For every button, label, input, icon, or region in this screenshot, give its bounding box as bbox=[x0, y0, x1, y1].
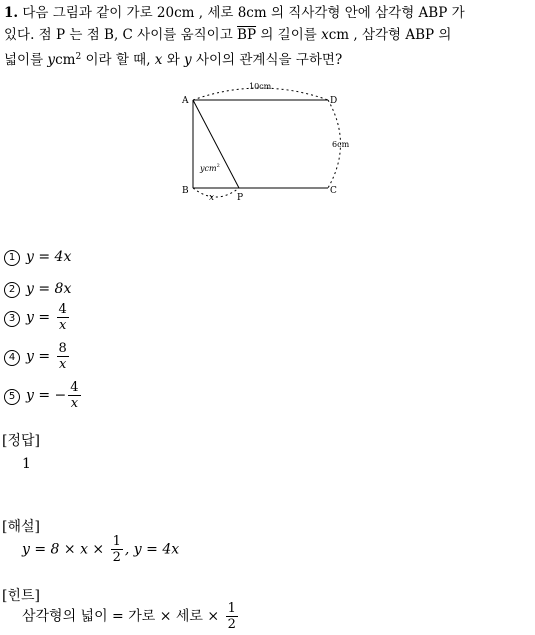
question-number: 1. bbox=[4, 5, 19, 21]
right-length-label: 6cm bbox=[332, 140, 350, 149]
option-number: 3 bbox=[4, 311, 20, 327]
explanation-part-2: , y = 4x bbox=[124, 541, 180, 558]
question-line-2 bbox=[4, 25, 451, 46]
question-text-3a: 넓이를 bbox=[4, 52, 48, 68]
unit-cm: cm bbox=[55, 52, 76, 68]
option-2 bbox=[4, 281, 71, 298]
fraction-numerator: 4 bbox=[70, 380, 79, 395]
fraction-denominator: x bbox=[68, 395, 80, 411]
label-p: P bbox=[237, 193, 244, 203]
bottom-dimension-arc bbox=[193, 188, 239, 197]
question-line-3 bbox=[4, 47, 342, 71]
question-text-2c: cm , 삼각형 ABP 의 bbox=[328, 27, 452, 43]
option-number: 1 bbox=[4, 250, 20, 266]
label-a: A bbox=[182, 96, 189, 106]
option-rhs: 4x bbox=[54, 249, 72, 265]
option-number: 5 bbox=[4, 389, 20, 405]
explanation-heading: [해설] bbox=[2, 519, 40, 535]
hint-part-1: 삼각형의 넓이 = 가로 × 세로 × bbox=[22, 608, 224, 625]
bottom-x-label: x bbox=[209, 193, 215, 203]
fraction-denominator: x bbox=[57, 356, 69, 372]
option-number: 2 bbox=[4, 282, 20, 298]
fraction-numerator: 8 bbox=[58, 341, 67, 356]
explanation-part-1: y = 8 × x × bbox=[22, 541, 109, 558]
question-text-3d: 와 bbox=[162, 52, 185, 68]
fraction bbox=[57, 302, 69, 333]
top-length-label: 10cm bbox=[249, 82, 272, 91]
label-c: C bbox=[330, 186, 337, 196]
option-lhs: y = bbox=[26, 249, 55, 265]
fraction-denominator: x bbox=[57, 317, 69, 333]
question-text-2a: 있다. 점 P 는 점 B, C 사이를 움직이고 bbox=[4, 27, 238, 43]
option-4 bbox=[4, 341, 71, 372]
option-lhs: y = bbox=[26, 309, 55, 326]
label-b: B bbox=[182, 186, 189, 196]
question-line-1 bbox=[4, 3, 465, 24]
var-y2: y bbox=[184, 52, 192, 68]
answer-heading: [정답] bbox=[2, 433, 40, 449]
question-text-1: 다음 그림과 같이 가로 20cm , 세로 8cm 의 직사각형 안에 삼각형 ABP 가 bbox=[22, 5, 465, 21]
var-x: x bbox=[321, 27, 329, 43]
var-y: y bbox=[47, 52, 56, 68]
fraction-numerator: 4 bbox=[58, 302, 67, 317]
hint-formula bbox=[22, 601, 240, 632]
question-text-3e: 사이의 관계식을 구하면? bbox=[191, 52, 343, 68]
question-text-2b: 의 길이를 bbox=[256, 27, 322, 43]
hint-heading: [힌트] bbox=[2, 588, 40, 604]
fraction-denominator: 2 bbox=[227, 617, 236, 632]
var-x2: x bbox=[154, 52, 163, 68]
fraction-numerator: 1 bbox=[112, 534, 121, 549]
fraction-half bbox=[111, 534, 123, 565]
unit-sup: 2 bbox=[75, 52, 82, 62]
explanation-formula bbox=[22, 534, 179, 565]
option-lhs: y = bbox=[26, 281, 55, 297]
label-d: D bbox=[330, 96, 338, 106]
option-5 bbox=[4, 380, 83, 411]
area-label: ycm$^2$ bbox=[200, 163, 220, 173]
answer-value: 1 bbox=[22, 456, 31, 472]
rectangle-figure bbox=[175, 80, 365, 210]
option-number: 4 bbox=[4, 350, 20, 366]
fraction-half bbox=[226, 601, 238, 632]
fraction-numerator: 1 bbox=[227, 601, 236, 616]
segment-bp: $\overline{BP}$ bbox=[237, 27, 257, 43]
fraction bbox=[57, 341, 69, 372]
option-lhs: y = − bbox=[26, 387, 67, 404]
option-1 bbox=[4, 249, 71, 266]
segment-ap bbox=[193, 100, 239, 188]
question-text-3c: 이라 할 때, bbox=[81, 52, 155, 68]
fraction-denominator: 2 bbox=[112, 550, 121, 565]
option-rhs: 8x bbox=[54, 281, 72, 297]
fraction bbox=[68, 380, 80, 411]
option-lhs: y = bbox=[26, 348, 55, 365]
option-3 bbox=[4, 302, 71, 333]
